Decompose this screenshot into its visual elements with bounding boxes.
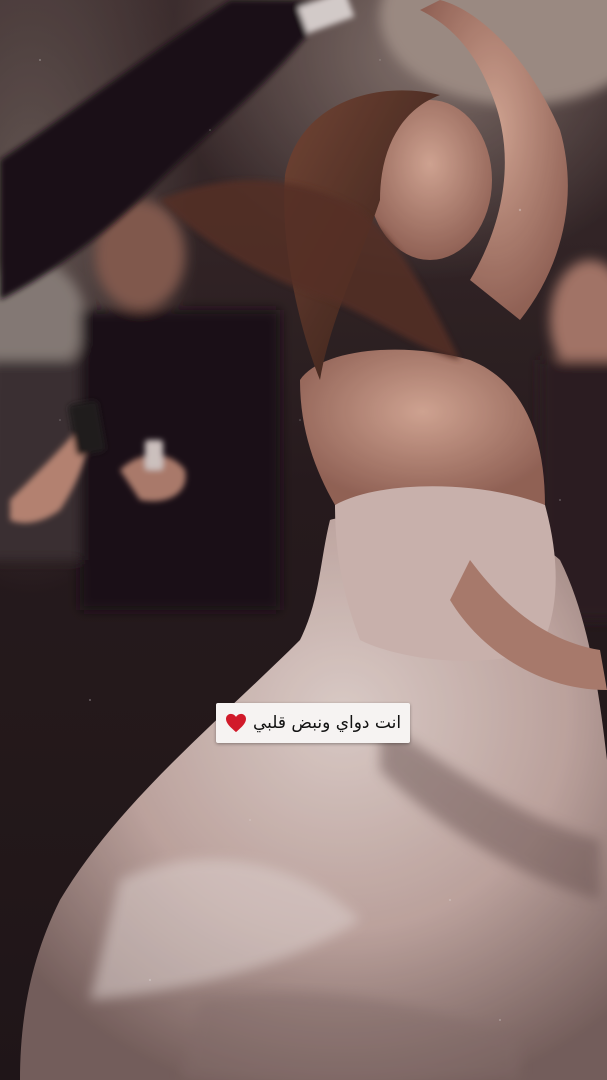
caption-sticker [216, 703, 410, 743]
heart-icon [225, 713, 247, 733]
caption-text: انت دواي ونبض قلبي [252, 713, 402, 733]
